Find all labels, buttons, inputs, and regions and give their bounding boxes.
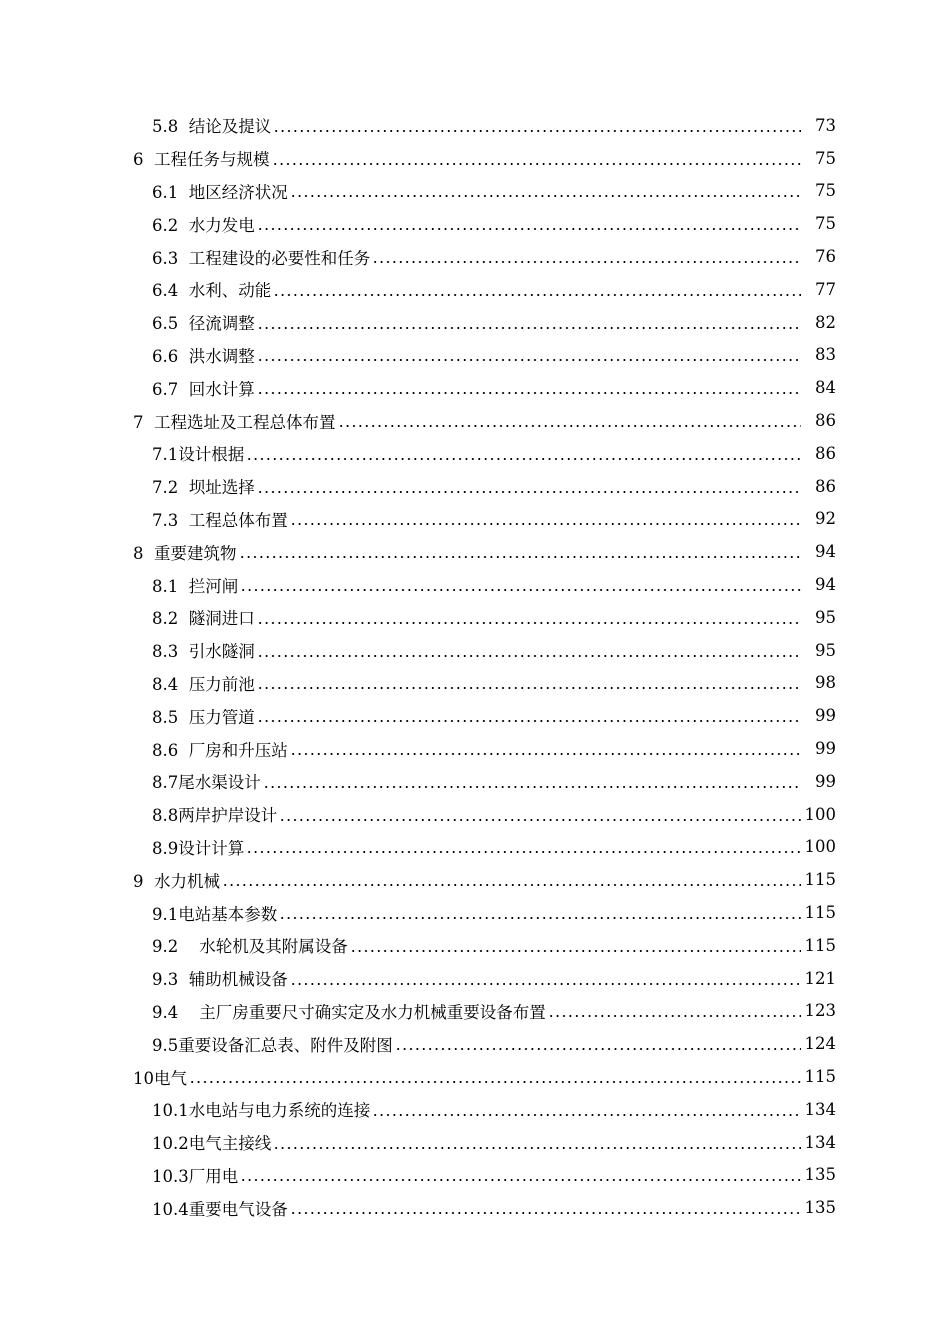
toc-entry-title: 8.4 压力前池	[152, 674, 255, 694]
dot-leader	[279, 903, 801, 920]
dot-leader	[257, 641, 801, 658]
toc-entry[interactable]	[0, 535, 950, 568]
toc-entry[interactable]	[0, 306, 950, 339]
toc-entry-page-number: 83	[815, 345, 836, 365]
dot-leader	[548, 1002, 801, 1019]
toc-entry[interactable]	[0, 568, 950, 601]
dot-leader	[222, 871, 801, 888]
toc-entry[interactable]	[0, 667, 950, 700]
toc-entry-page-number: 86	[815, 443, 836, 463]
toc-entry[interactable]	[0, 1027, 950, 1060]
dot-leader	[273, 1133, 801, 1150]
dot-leader	[290, 969, 801, 986]
toc-entry-page-number: 75	[815, 148, 836, 168]
toc-entry-page-number: 135	[804, 1198, 836, 1218]
toc-entry-title: 9 水力机械	[133, 871, 220, 891]
dot-leader	[257, 313, 801, 330]
dot-leader	[290, 182, 801, 199]
toc-entry[interactable]	[0, 404, 950, 437]
toc-entry[interactable]	[0, 470, 950, 503]
dot-leader	[372, 247, 801, 264]
dot-leader	[290, 739, 801, 756]
dot-leader	[189, 1067, 801, 1084]
toc-entry[interactable]	[0, 1093, 950, 1126]
toc-entry-page-number: 100	[804, 804, 836, 824]
dot-leader	[246, 444, 801, 461]
toc-entry-title: 8.2 隧洞进口	[152, 609, 255, 629]
toc-entry-title: 10电气	[133, 1068, 187, 1088]
toc-entry[interactable]	[0, 175, 950, 208]
dot-leader	[272, 149, 802, 166]
toc-entry-page-number: 75	[815, 181, 836, 201]
toc-entry-page-number: 100	[804, 837, 836, 857]
toc-entry-page-number: 121	[804, 968, 836, 988]
toc-entry-title: 8 重要建筑物	[133, 543, 237, 563]
dot-leader	[239, 543, 802, 560]
toc-entry[interactable]	[0, 339, 950, 372]
toc-entry-title: 10.3厂用电	[152, 1166, 239, 1186]
toc-entry-page-number: 76	[815, 247, 836, 267]
dot-leader	[290, 1199, 801, 1216]
dot-leader	[395, 1035, 801, 1052]
toc-entry-page-number: 123	[804, 1001, 836, 1021]
toc-entry-page-number: 99	[815, 739, 836, 759]
toc-entry-title: 6.3 工程建设的必要性和任务	[152, 248, 371, 268]
toc-entry-title: 10.4重要电气设备	[152, 1199, 288, 1219]
toc-entry-title: 6.2 水力发电	[152, 215, 255, 235]
toc-entry-page-number: 115	[804, 935, 836, 955]
toc-entry-title: 8.1 拦河闸	[152, 576, 239, 596]
toc-entry-page-number: 73	[815, 115, 836, 135]
toc-entry-title: 8.8两岸护岸设计	[152, 806, 278, 826]
toc-entry-page-number: 92	[815, 509, 836, 529]
toc-entry[interactable]	[0, 831, 950, 864]
dot-leader	[273, 280, 801, 297]
toc-entry-page-number: 94	[815, 542, 836, 562]
toc-entry[interactable]	[0, 929, 950, 962]
toc-entry-title: 9.3 辅助机械设备	[152, 970, 288, 990]
toc-entry-page-number: 115	[804, 1067, 836, 1086]
toc-entry[interactable]	[0, 109, 950, 142]
toc-entry[interactable]	[0, 732, 950, 765]
toc-entry-title: 9.2 水轮机及其附属设备	[152, 937, 348, 957]
toc-entry-page-number: 95	[815, 640, 836, 660]
toc-entry[interactable]	[0, 503, 950, 536]
toc-entry[interactable]	[0, 1060, 950, 1093]
toc-entry[interactable]	[0, 634, 950, 667]
toc-entry-title: 8.7尾水渠设计	[152, 773, 261, 793]
toc-entry[interactable]	[0, 863, 950, 896]
toc-entry-title: 10.1水电站与电力系统的连接	[152, 1101, 371, 1121]
toc-entry-title: 10.2电气主接线	[152, 1134, 272, 1154]
dot-leader	[372, 1100, 801, 1117]
toc-entry-page-number: 115	[804, 870, 836, 890]
toc-entry-page-number: 75	[815, 214, 836, 234]
toc-entry-title: 9.4 主厂房重要尺寸确实定及水力机械重要设备布置	[152, 1002, 546, 1022]
toc-entry-page-number: 115	[804, 903, 836, 923]
toc-entry-title: 7.3 工程总体布置	[152, 510, 288, 530]
toc-entry-title: 8.9设计计算	[152, 838, 245, 858]
toc-entry-page-number: 98	[815, 673, 836, 693]
dot-leader	[257, 608, 801, 625]
toc-entry[interactable]	[0, 371, 950, 404]
toc-entry-page-number: 82	[815, 312, 836, 332]
toc-entry-title: 6.5 径流调整	[152, 314, 255, 334]
toc-entry-page-number: 84	[815, 378, 836, 398]
toc-entry[interactable]	[0, 240, 950, 273]
dot-leader	[263, 772, 801, 789]
toc-entry[interactable]	[0, 273, 950, 306]
toc-entry-title: 9.1电站基本参数	[152, 904, 278, 924]
toc-entry[interactable]	[0, 1191, 950, 1224]
toc-entry-title: 6.6 洪水调整	[152, 346, 255, 366]
toc-entry[interactable]	[0, 798, 950, 831]
toc-entry-page-number: 134	[804, 1132, 836, 1152]
toc-entry[interactable]	[0, 896, 950, 929]
toc-entry[interactable]	[0, 437, 950, 470]
toc-entry-title: 8.6 厂房和升压站	[152, 740, 288, 760]
dot-leader	[290, 510, 801, 527]
dot-leader	[350, 936, 801, 953]
toc-entry-title: 7.2 坝址选择	[152, 478, 255, 498]
toc-entry[interactable]	[0, 765, 950, 798]
toc-entry-title: 6.4 水利、动能	[152, 281, 272, 301]
toc-entry[interactable]	[0, 142, 950, 175]
toc-entry-page-number: 99	[815, 706, 836, 726]
toc-entry-title: 7.1设计根据	[152, 445, 245, 465]
toc-entry-page-number: 135	[804, 1165, 836, 1185]
toc-entry-title: 6.7 回水计算	[152, 379, 255, 399]
dot-leader	[240, 575, 801, 592]
toc-entry-page-number: 86	[815, 476, 836, 496]
toc-entry[interactable]	[0, 699, 950, 732]
dot-leader	[246, 838, 801, 855]
toc-entry[interactable]	[0, 1159, 950, 1192]
toc-entry-page-number: 77	[815, 279, 836, 299]
toc-entry-title: 6.1 地区经济状况	[152, 182, 288, 202]
toc-entry-title: 8.3 引水隧洞	[152, 642, 255, 662]
toc-entry[interactable]	[0, 601, 950, 634]
toc-entry[interactable]	[0, 962, 950, 995]
dot-leader	[273, 116, 801, 133]
table-of-contents	[0, 109, 950, 1224]
dot-leader	[240, 1166, 801, 1183]
dot-leader	[279, 805, 801, 822]
dot-leader	[257, 379, 801, 396]
dot-leader	[338, 411, 802, 428]
toc-entry-title: 5.8 结论及提议	[152, 117, 272, 137]
toc-entry[interactable]	[0, 995, 950, 1028]
dot-leader	[257, 674, 801, 691]
toc-entry-title: 6 工程任务与规模	[133, 150, 270, 170]
toc-entry-title: 8.5 压力管道	[152, 707, 255, 727]
dot-leader	[257, 215, 801, 232]
toc-entry-page-number: 94	[815, 575, 836, 595]
toc-entry-page-number: 124	[804, 1034, 836, 1054]
toc-entry-title: 9.5重要设备汇总表、附件及附图	[152, 1035, 393, 1055]
toc-entry-page-number: 95	[815, 607, 836, 627]
toc-entry-page-number: 86	[815, 411, 836, 431]
toc-entry-page-number: 99	[815, 771, 836, 791]
dot-leader	[257, 477, 801, 494]
toc-entry-title: 7 工程选址及工程总体布置	[133, 412, 336, 432]
toc-entry[interactable]	[0, 207, 950, 240]
dot-leader	[257, 707, 801, 724]
toc-entry[interactable]	[0, 1126, 950, 1159]
dot-leader	[257, 346, 801, 363]
toc-entry-page-number: 134	[804, 1099, 836, 1119]
